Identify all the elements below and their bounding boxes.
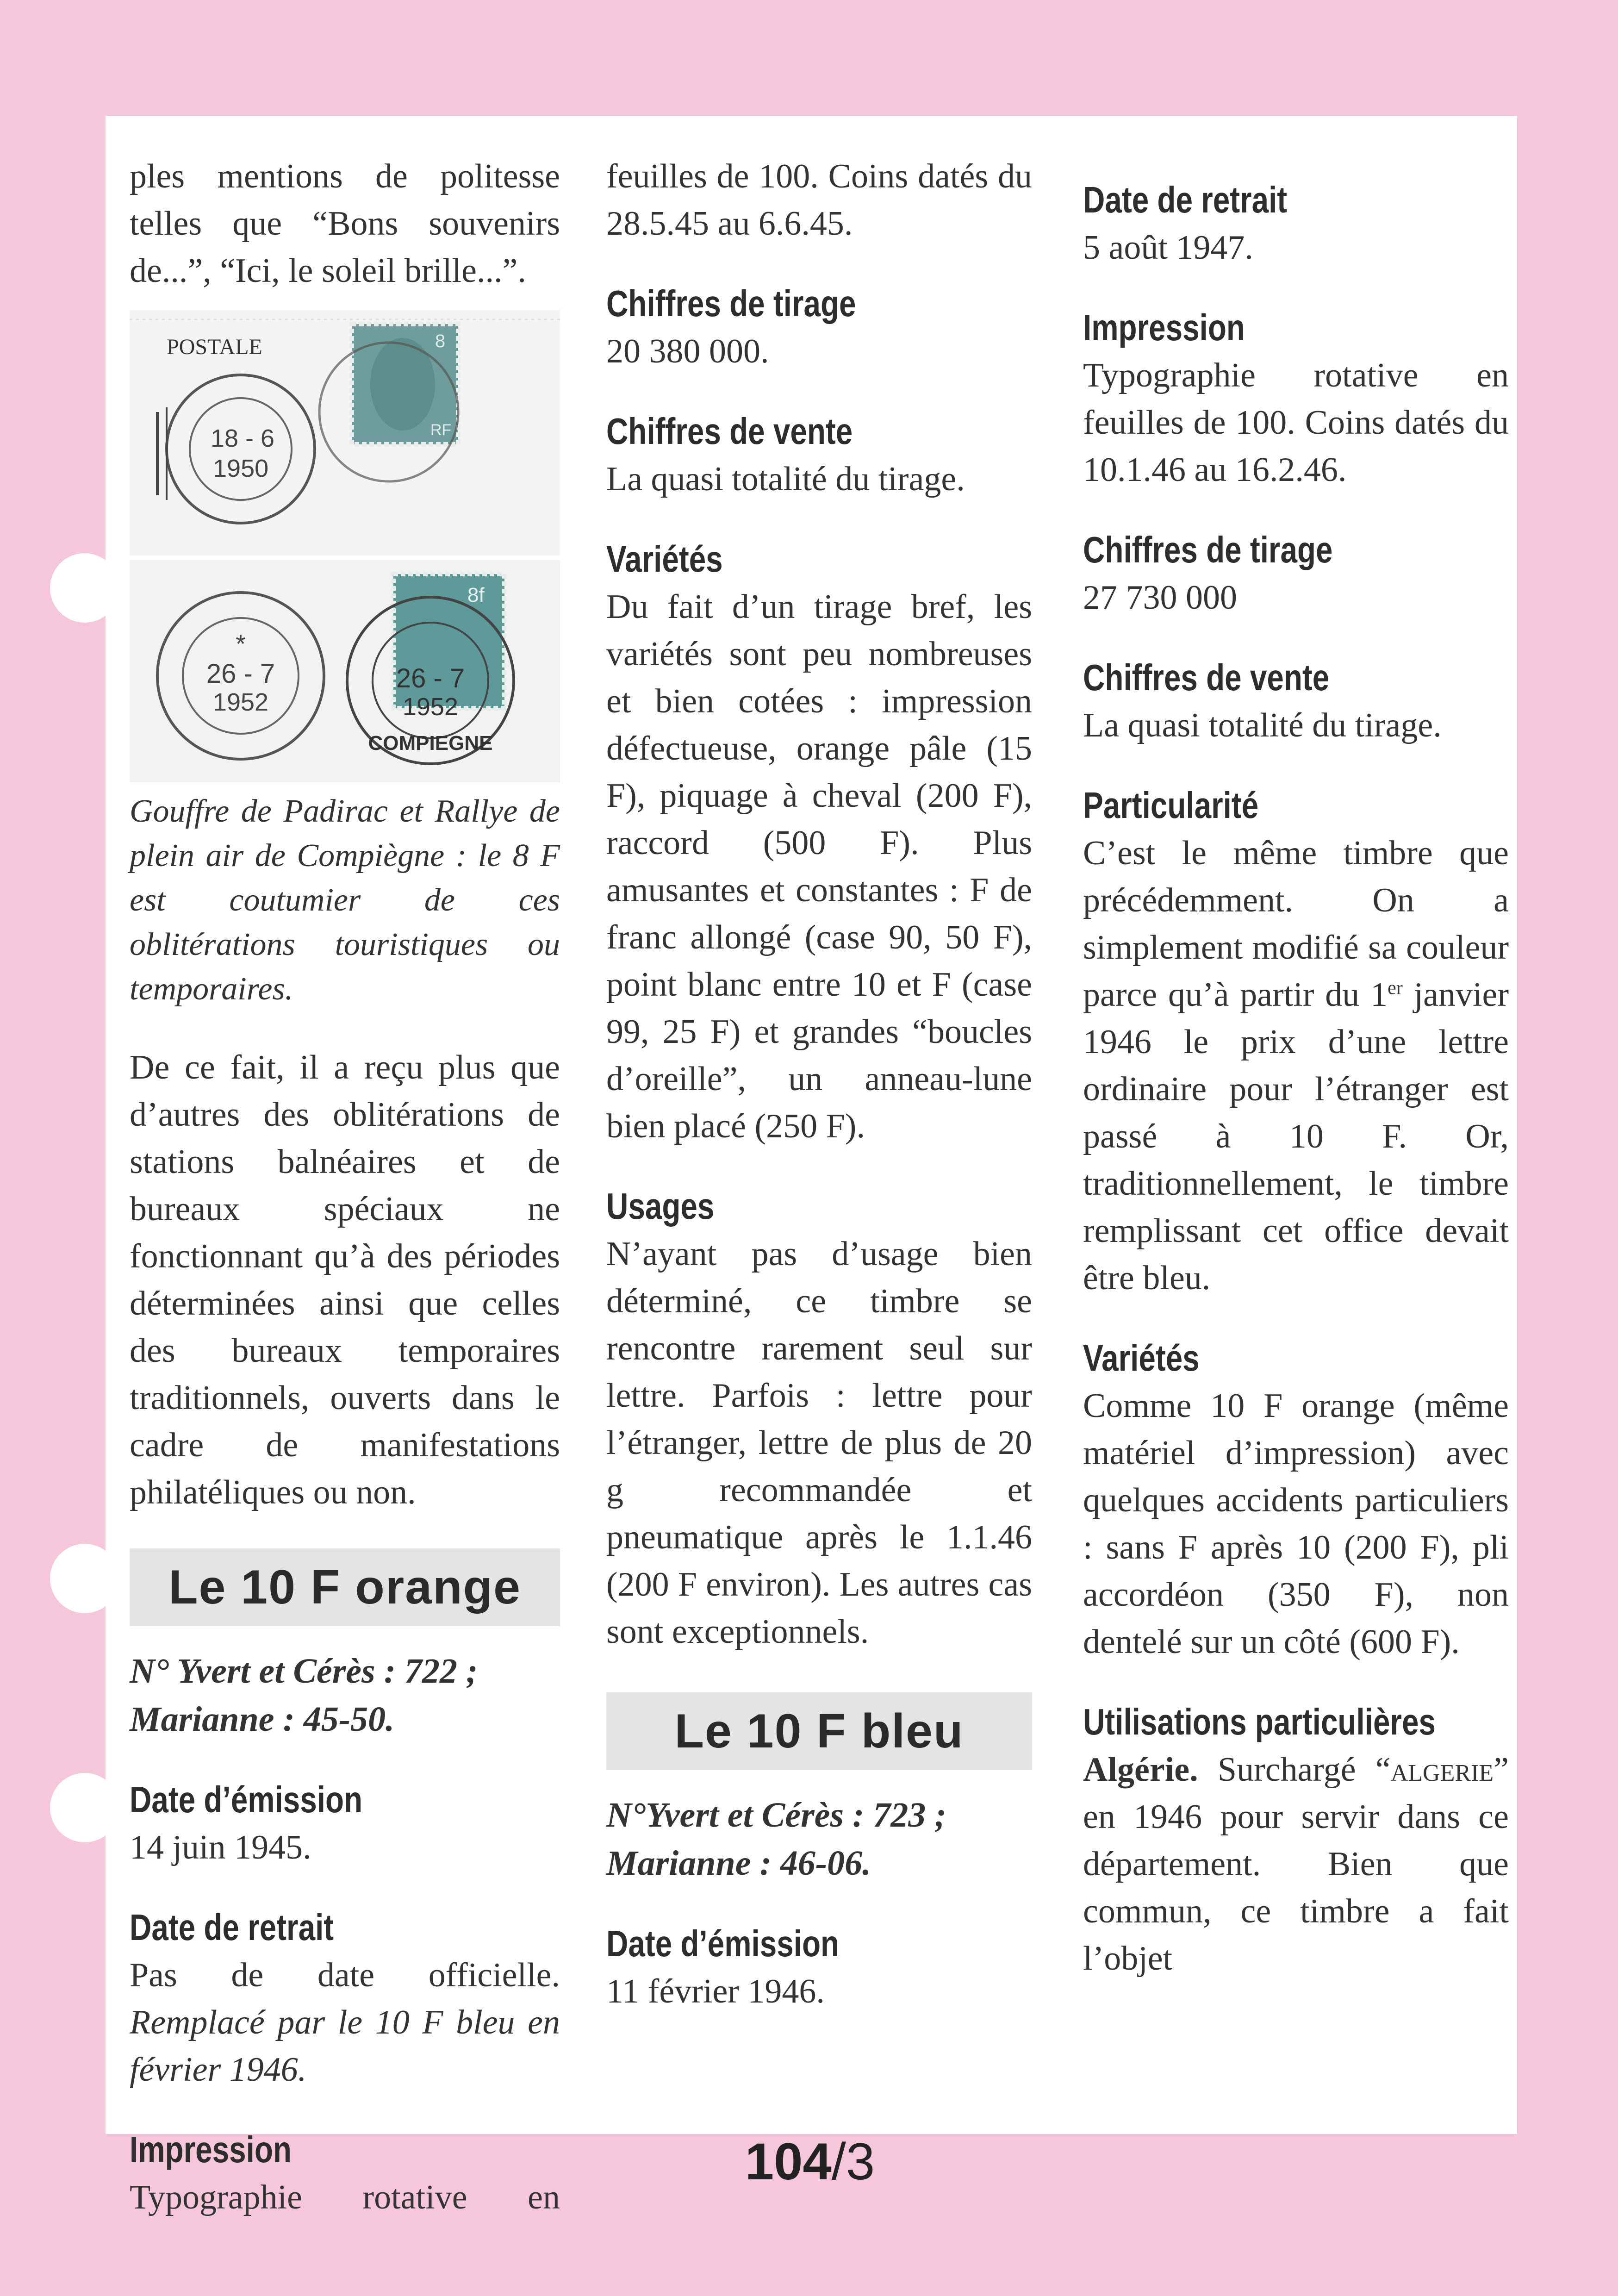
svg-text:26 - 7: 26 - 7 bbox=[206, 659, 275, 689]
heading-date-emission: Date d’émission bbox=[130, 1779, 363, 1820]
heading-impression: Impression bbox=[130, 2129, 292, 2170]
svg-text:8f: 8f bbox=[467, 584, 485, 606]
value-vente: La quasi totalité du tirage. bbox=[1083, 706, 1442, 744]
heading-varietes: Variétés bbox=[606, 538, 723, 580]
heading-date-retrait: Date de retrait bbox=[1083, 179, 1288, 220]
svg-text:8: 8 bbox=[435, 331, 446, 351]
binder-hole bbox=[50, 1544, 119, 1613]
column-1-lower bbox=[130, 789, 560, 2221]
value-varietes: Du fait d’un tirage bref, les variétés sont peu nombreuses et bien cotées : impression défectueuse, orange pâle (15 F), piquage à cheval (200 F), raccord (500 F). Plus amusantes et constantes : F de franc allongé (case 90, 50 F), point blanc entre 10 et F (case 99, 25 F) et grandes “boucles d’oreille”, un anneau-lune bien placé (250 F). bbox=[606, 588, 1032, 1145]
catalogue-ref: N° Yvert et Cérès : 722 ; bbox=[130, 1652, 478, 1691]
value-impression: Typographie rotative en bbox=[130, 2178, 560, 2216]
column-1 bbox=[130, 153, 560, 294]
svg-text:26 - 7: 26 - 7 bbox=[396, 663, 465, 693]
svg-text:RF: RF bbox=[430, 421, 452, 439]
column-3 bbox=[1083, 176, 1509, 1982]
heading-particularite: Particularité bbox=[1083, 785, 1259, 826]
intro-text: ples mentions de politesse telles que “Bons souvenirs de...”, “Ici, le soleil brille...”. bbox=[130, 157, 560, 290]
body-text: De ce fait, il a reçu plus que d’autres des oblitérations de stations balnéaires et de bureaux spéciaux ne fonctionnant qu’à des périodes déterminées ainsi que celles des bureaux temporaires traditionnels, ouverts dans le cadre de manifestations philatéliques ou non. bbox=[130, 1048, 560, 1511]
heading-tirage: Chiffres de tirage bbox=[606, 283, 856, 324]
catalogue-ref: Marianne : 45-50. bbox=[130, 1700, 395, 1739]
value-usages: N’ayant pas d’usage bien déterminé, ce timbre se rencontre rarement seul sur lettre. Parfois : lettre pour l’étranger, lettre de plus de 20 g recommandée et pneumatique après le 1.1.46 (200 F environ). Les autres cas sont exceptionnels. bbox=[606, 1235, 1032, 1651]
value-particularite: C’est le même timbre que précédemment. On a simplement modifié sa couleur parce qu’à partir du 1er janvier 1946 le prix d’une lettre ordinaire pour l’étranger est passé à 10 F. Or, traditionnellement, le timbre remplissant cet office devait être bleu. bbox=[1083, 834, 1509, 1297]
heading-vente: Chiffres de vente bbox=[606, 411, 853, 452]
value-emission: 14 juin 1945. bbox=[130, 1828, 311, 1866]
svg-text:COMPIEGNE: COMPIEGNE bbox=[368, 732, 493, 755]
value-impression: Typographie rotative en feuilles de 100. Coins datés du 10.1.46 au 16.2.46. bbox=[1083, 356, 1509, 489]
heading-vente: Chiffres de vente bbox=[1083, 657, 1330, 698]
heading-date-retrait: Date de retrait bbox=[130, 1907, 334, 1948]
postmark-image bbox=[130, 310, 560, 782]
heading-impression: Impression bbox=[1083, 307, 1245, 348]
svg-text:*: * bbox=[236, 629, 246, 658]
value-retrait: Pas de date officielle. Remplacé par le 10 F bleu en février 1946. bbox=[130, 1956, 560, 2089]
heading-tirage: Chiffres de tirage bbox=[1083, 529, 1333, 570]
heading-utilisations: Utilisations particulières bbox=[1083, 1701, 1436, 1742]
postmark-illustration bbox=[130, 310, 560, 782]
svg-text:1950: 1950 bbox=[213, 455, 269, 482]
photo-caption: Gouffre de Padirac et Rallye de plein air de Compiègne : le 8 F est coutumier de ces oblitérations touristiques ou temporaires. bbox=[130, 793, 560, 1007]
svg-text:1952: 1952 bbox=[212, 688, 269, 716]
column-2 bbox=[606, 153, 1032, 2015]
binder-hole bbox=[50, 1773, 119, 1842]
value-varietes: Comme 10 F orange (même matériel d’impression) avec quelques accidents particuliers : sans F après 10 (200 F), pli accordéon (350 F), non dentelé sur un côté (600 F). bbox=[1083, 1387, 1509, 1661]
card-label: POSTALE bbox=[167, 335, 262, 359]
catalogue-ref: Marianne : 46-06. bbox=[606, 1844, 871, 1883]
value-vente: La quasi totalité du tirage. bbox=[606, 460, 965, 498]
impression-continued: feuilles de 100. Coins datés du 28.5.45 au 6.6.45. bbox=[606, 157, 1032, 243]
section-title-10f-orange: Le 10 F orange bbox=[130, 1548, 560, 1626]
value-retrait: 5 août 1947. bbox=[1083, 229, 1253, 267]
value-utilisations: Algérie. Surchargé “algerie” en 1946 pour servir dans ce département. Bien que commun, ce timbre a fait l’objet bbox=[1083, 1751, 1509, 1978]
value-tirage: 27 730 000 bbox=[1083, 579, 1237, 617]
value-emission: 11 février 1946. bbox=[606, 1972, 825, 2010]
heading-varietes: Variétés bbox=[1083, 1337, 1200, 1379]
heading-date-emission: Date d’émission bbox=[606, 1923, 840, 1964]
section-title-10f-bleu: Le 10 F bleu bbox=[606, 1692, 1032, 1770]
catalogue-ref: N°Yvert et Cérès : 723 ; bbox=[606, 1796, 946, 1834]
value-tirage: 20 380 000. bbox=[606, 332, 769, 370]
svg-text:18 - 6: 18 - 6 bbox=[211, 424, 275, 452]
svg-text:1952: 1952 bbox=[402, 693, 459, 721]
page-number: 104/3 bbox=[745, 2133, 875, 2190]
heading-usages: Usages bbox=[606, 1185, 715, 1227]
binder-hole bbox=[50, 553, 119, 623]
